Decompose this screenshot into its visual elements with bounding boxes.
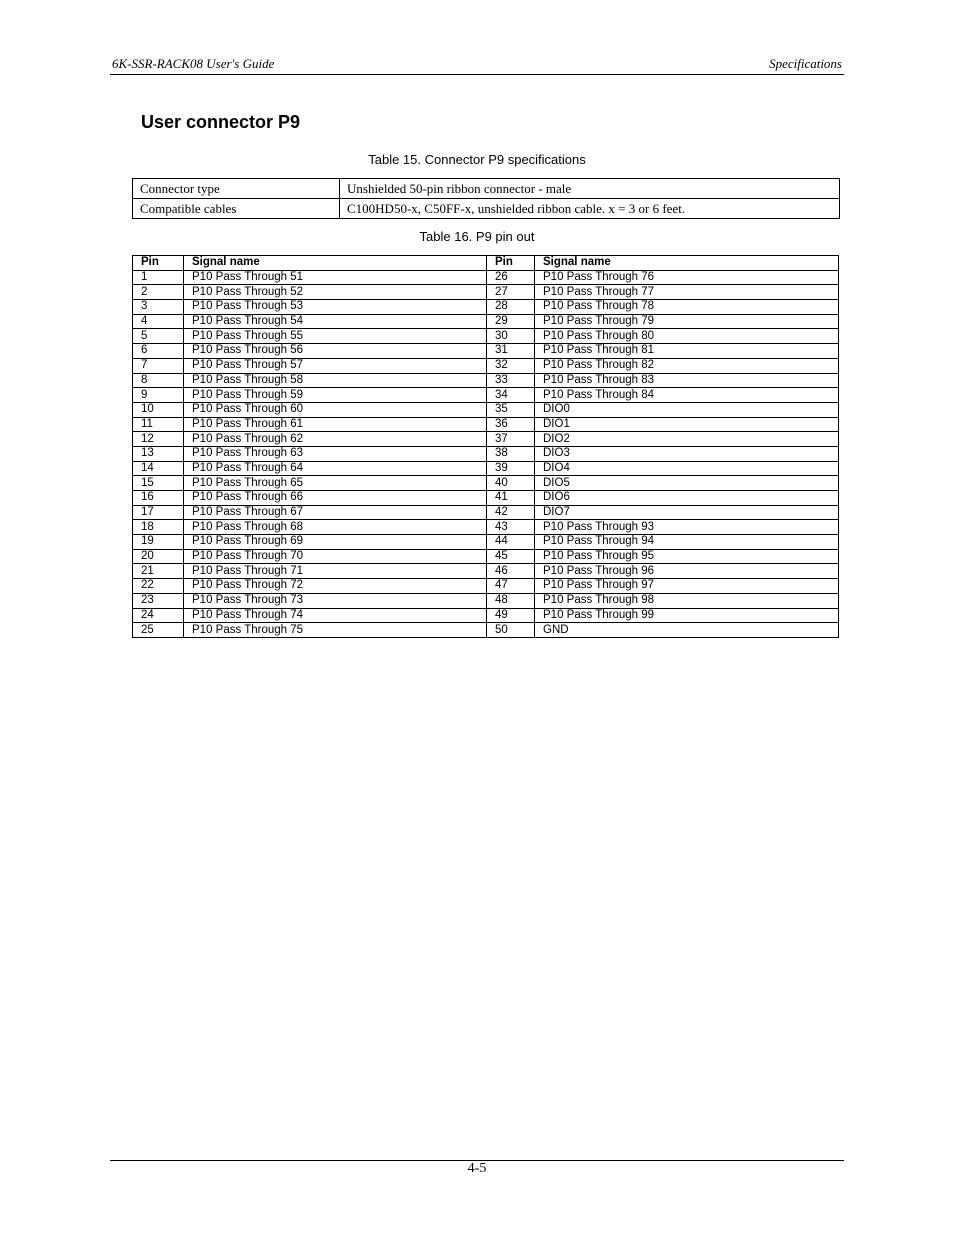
pin-number: 3 [133, 300, 184, 315]
pin-number: 33 [487, 373, 535, 388]
table-row [133, 491, 839, 506]
pin-number: 42 [487, 505, 535, 520]
pin-number: 18 [133, 520, 184, 535]
table-row [133, 564, 839, 579]
signal-name: P10 Pass Through 96 [535, 564, 839, 579]
pin-number: 11 [133, 417, 184, 432]
signal-name: P10 Pass Through 51 [184, 270, 487, 285]
table-row [133, 270, 839, 285]
spec-row [133, 199, 840, 219]
header-document-title: 6K-SSR-RACK08 User's Guide [112, 56, 275, 71]
signal-name: DIO1 [535, 417, 839, 432]
signal-name: P10 Pass Through 76 [535, 270, 839, 285]
table-row [133, 314, 839, 329]
signal-name: DIO7 [535, 505, 839, 520]
pin-number: 46 [487, 564, 535, 579]
table-row [133, 608, 839, 623]
signal-name: P10 Pass Through 64 [184, 461, 487, 476]
signal-name: DIO2 [535, 432, 839, 447]
pin-number: 48 [487, 593, 535, 608]
signal-name: DIO5 [535, 476, 839, 491]
signal-name: P10 Pass Through 80 [535, 329, 839, 344]
table15-caption [0, 152, 954, 167]
pin-number: 2 [133, 285, 184, 300]
signal-name: P10 Pass Through 74 [184, 608, 487, 623]
connector-spec-body [133, 179, 840, 219]
pin-number: 13 [133, 446, 184, 461]
table-row [133, 520, 839, 535]
signal-name: DIO4 [535, 461, 839, 476]
signal-name: P10 Pass Through 65 [184, 476, 487, 491]
signal-name-header: Signal name [535, 256, 839, 271]
signal-name: P10 Pass Through 55 [184, 329, 487, 344]
signal-name: P10 Pass Through 77 [535, 285, 839, 300]
pin-number: 5 [133, 329, 184, 344]
table-row [133, 358, 839, 373]
pin-number: 44 [487, 535, 535, 550]
pin-number: 37 [487, 432, 535, 447]
pin-number: 22 [133, 579, 184, 594]
signal-name: P10 Pass Through 70 [184, 549, 487, 564]
table-row [133, 388, 839, 403]
pin-number: 47 [487, 579, 535, 594]
pin-header: Pin [487, 256, 535, 271]
page-number: 4-5 [467, 1161, 487, 1176]
header-chapter-title: Specifications [769, 56, 842, 71]
signal-name: P10 Pass Through 79 [535, 314, 839, 329]
signal-name: P10 Pass Through 78 [535, 300, 839, 315]
signal-name: P10 Pass Through 66 [184, 491, 487, 506]
signal-name: P10 Pass Through 60 [184, 402, 487, 417]
pin-number: 45 [487, 549, 535, 564]
spec-value: Unshielded 50-pin ribbon connector - male [340, 179, 840, 199]
signal-name: P10 Pass Through 93 [535, 520, 839, 535]
pin-number: 4 [133, 314, 184, 329]
pin-number: 35 [487, 402, 535, 417]
signal-name: P10 Pass Through 56 [184, 344, 487, 359]
signal-name: P10 Pass Through 81 [535, 344, 839, 359]
signal-name: DIO3 [535, 446, 839, 461]
table-row [133, 579, 839, 594]
table-row [133, 344, 839, 359]
pin-number: 43 [487, 520, 535, 535]
pin-number: 14 [133, 461, 184, 476]
pin-number: 17 [133, 505, 184, 520]
pin-number: 36 [487, 417, 535, 432]
pin-number: 19 [133, 535, 184, 550]
pin-number: 10 [133, 402, 184, 417]
signal-name: P10 Pass Through 52 [184, 285, 487, 300]
table16-caption: Table 16. P9 pin out [419, 229, 535, 244]
pin-number: 38 [487, 446, 535, 461]
signal-name: P10 Pass Through 57 [184, 358, 487, 373]
table-row [133, 300, 839, 315]
signal-name: P10 Pass Through 98 [535, 593, 839, 608]
pin-number: 31 [487, 344, 535, 359]
pin-number: 34 [487, 388, 535, 403]
spec-row [133, 179, 840, 199]
signal-name: P10 Pass Through 71 [184, 564, 487, 579]
table-row [133, 432, 839, 447]
signal-name: P10 Pass Through 68 [184, 520, 487, 535]
signal-name: P10 Pass Through 99 [535, 608, 839, 623]
signal-name: P10 Pass Through 72 [184, 579, 487, 594]
pin-number: 7 [133, 358, 184, 373]
signal-name: P10 Pass Through 61 [184, 417, 487, 432]
pin-table-header-row [133, 256, 839, 271]
pin-number: 41 [487, 491, 535, 506]
pin-number: 30 [487, 329, 535, 344]
section-title: User connector P9 [141, 112, 301, 132]
spec-value: C100HD50-x, C50FF-x, unshielded ribbon cable. x = 3 or 6 feet. [340, 199, 840, 219]
pin-number: 6 [133, 344, 184, 359]
table-row [133, 373, 839, 388]
pin-number: 25 [133, 623, 184, 638]
spec-label: Compatible cables [133, 199, 340, 219]
pin-number: 28 [487, 300, 535, 315]
table-row [133, 461, 839, 476]
pin-number: 20 [133, 549, 184, 564]
signal-name: P10 Pass Through 73 [184, 593, 487, 608]
table-row [133, 623, 839, 638]
pin-number: 39 [487, 461, 535, 476]
signal-name: DIO0 [535, 402, 839, 417]
pin-number: 9 [133, 388, 184, 403]
signal-name: P10 Pass Through 62 [184, 432, 487, 447]
pin-number: 15 [133, 476, 184, 491]
table-row [133, 593, 839, 608]
signal-name-header: Signal name [184, 256, 487, 271]
table-row [133, 285, 839, 300]
table-row [133, 446, 839, 461]
pin-number: 40 [487, 476, 535, 491]
signal-name: P10 Pass Through 94 [535, 535, 839, 550]
pin-number: 23 [133, 593, 184, 608]
signal-name: P10 Pass Through 53 [184, 300, 487, 315]
pin-out-table [132, 255, 839, 638]
pin-number: 16 [133, 491, 184, 506]
signal-name: P10 Pass Through 59 [184, 388, 487, 403]
pin-header: Pin [133, 256, 184, 271]
signal-name: P10 Pass Through 83 [535, 373, 839, 388]
pin-number: 50 [487, 623, 535, 638]
signal-name: P10 Pass Through 82 [535, 358, 839, 373]
pin-number: 1 [133, 270, 184, 285]
pin-number: 32 [487, 358, 535, 373]
table-row [133, 549, 839, 564]
signal-name: P10 Pass Through 75 [184, 623, 487, 638]
pin-number: 24 [133, 608, 184, 623]
pin-number: 21 [133, 564, 184, 579]
table-row [133, 535, 839, 550]
spec-label: Connector type [133, 179, 340, 199]
connector-spec-table [132, 178, 840, 219]
table15-caption-text: Table 15. Connector P9 specifications [368, 152, 586, 167]
signal-name: P10 Pass Through 84 [535, 388, 839, 403]
signal-name: P10 Pass Through 97 [535, 579, 839, 594]
pin-table-body [133, 270, 839, 637]
pin-number: 8 [133, 373, 184, 388]
signal-name: DIO6 [535, 491, 839, 506]
table-row [133, 402, 839, 417]
pin-number: 29 [487, 314, 535, 329]
table-row [133, 417, 839, 432]
pin-number: 27 [487, 285, 535, 300]
page-header [110, 54, 844, 75]
signal-name: P10 Pass Through 67 [184, 505, 487, 520]
pin-number: 49 [487, 608, 535, 623]
signal-name: P10 Pass Through 69 [184, 535, 487, 550]
table-row [133, 329, 839, 344]
signal-name: P10 Pass Through 63 [184, 446, 487, 461]
table-row [133, 476, 839, 491]
signal-name: P10 Pass Through 54 [184, 314, 487, 329]
table-row [133, 505, 839, 520]
signal-name: P10 Pass Through 95 [535, 549, 839, 564]
signal-name: P10 Pass Through 58 [184, 373, 487, 388]
pin-number: 26 [487, 270, 535, 285]
signal-name: GND [535, 623, 839, 638]
pin-number: 12 [133, 432, 184, 447]
